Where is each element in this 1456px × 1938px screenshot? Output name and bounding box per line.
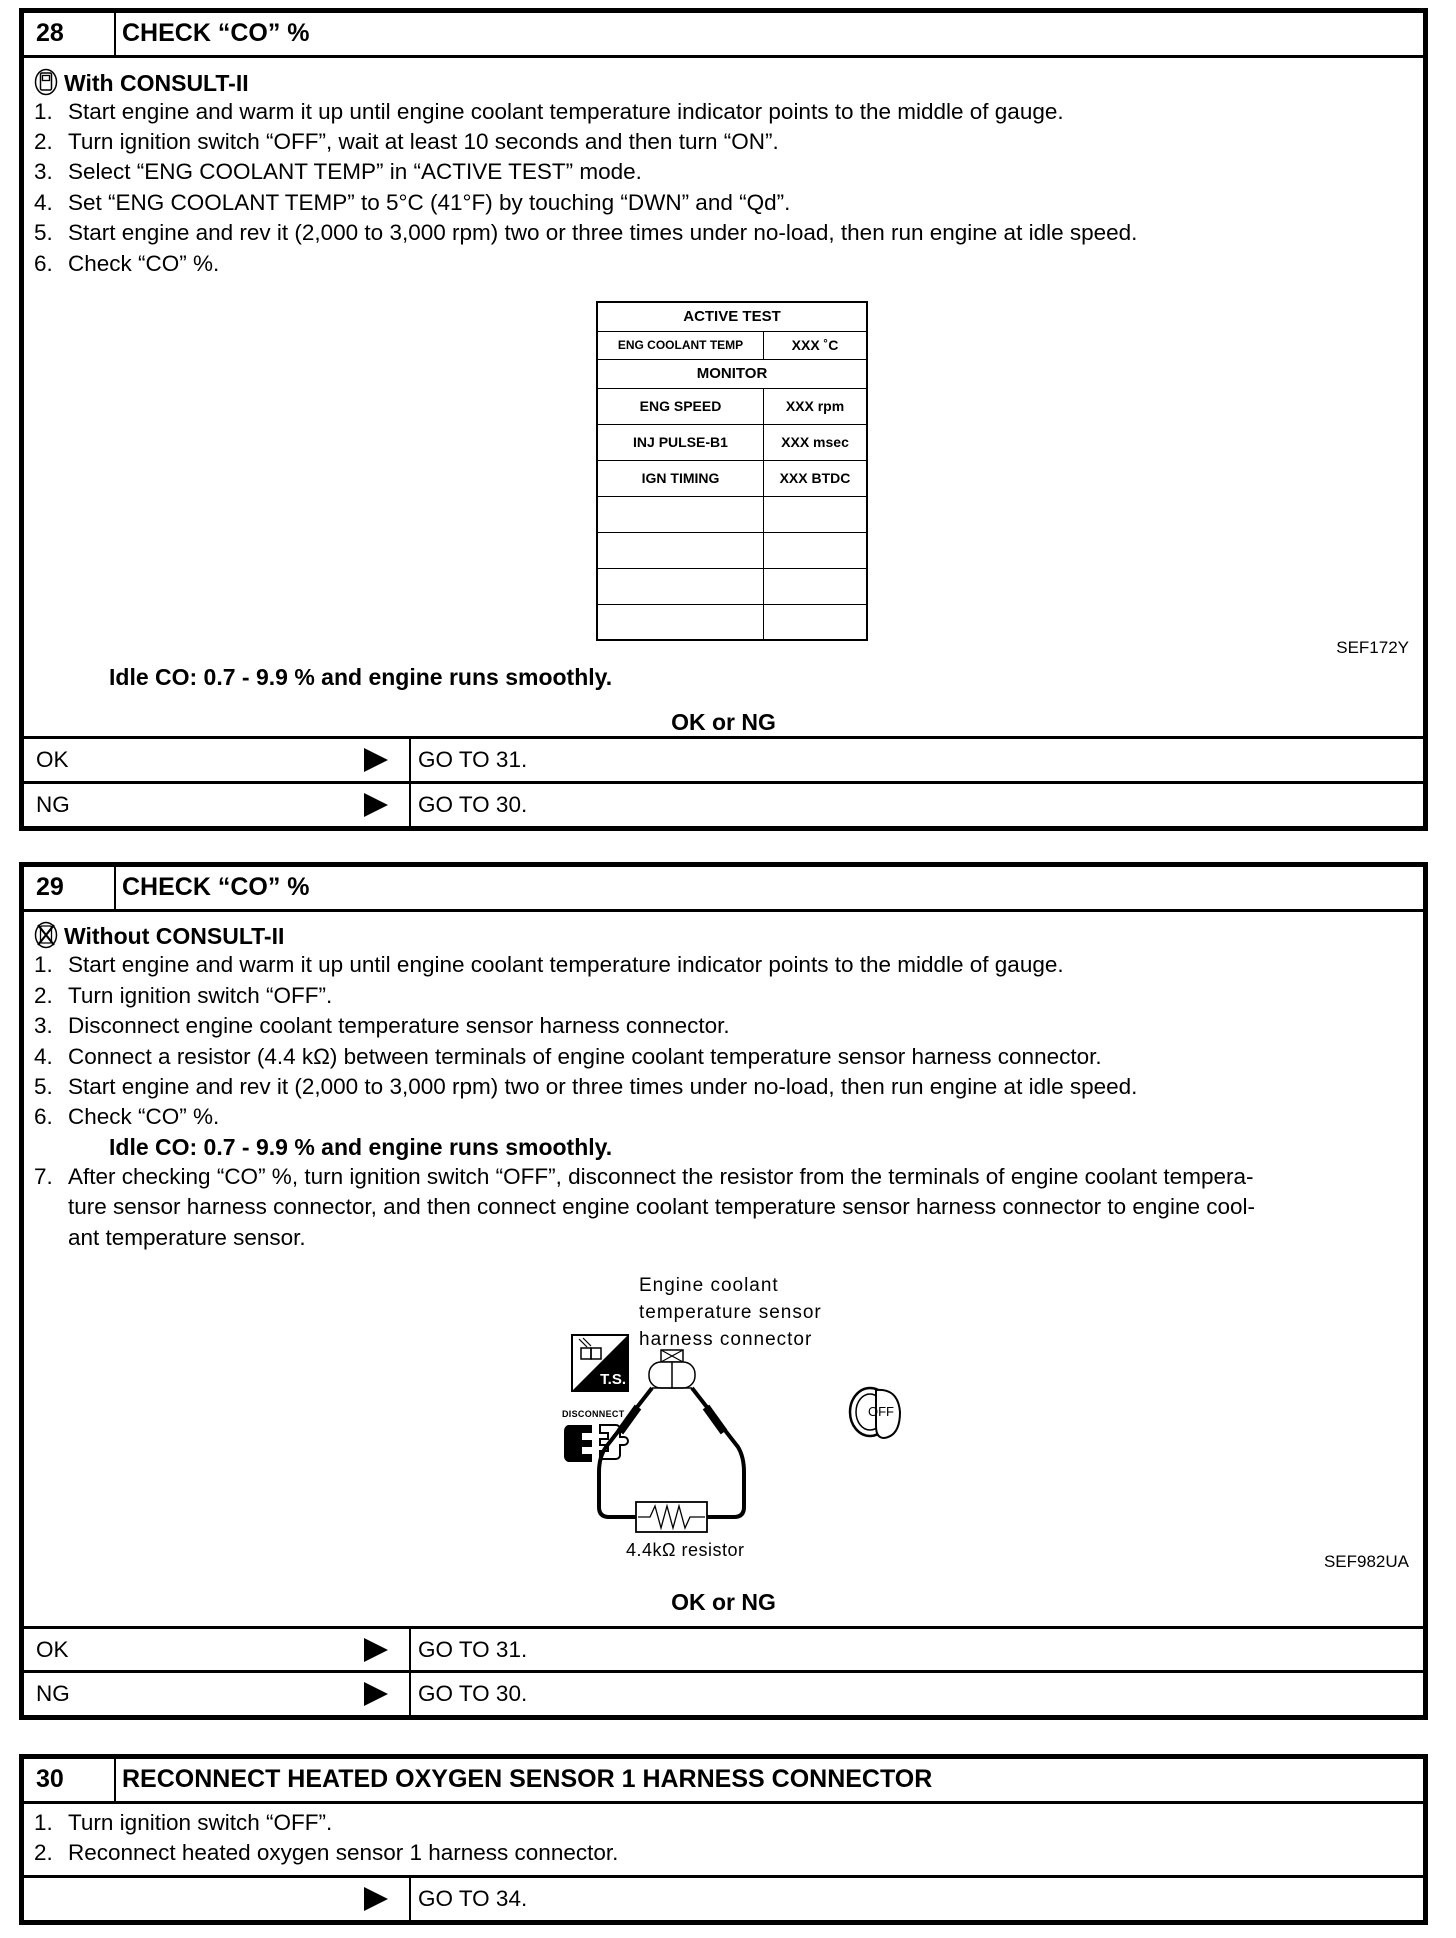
monitor-value	[764, 532, 868, 568]
step-number: 29	[24, 867, 116, 909]
instruction-5: 5. Start engine and rev it (2,000 to 3,000 rpm) two or three times under no-load, then run engine at idle speed.	[34, 1074, 1138, 1099]
monitor-label	[597, 496, 764, 532]
monitor-label: IGN TIMING	[597, 460, 764, 496]
decision-label: OK or NG	[671, 709, 776, 735]
result-row-ng[interactable]	[24, 1670, 1423, 1715]
method-label: With CONSULT-II	[64, 70, 249, 96]
figure-id: SEF172Y	[1336, 638, 1409, 657]
step-title: CHECK “CO” %	[122, 19, 310, 47]
step-number: 28	[24, 13, 116, 55]
instruction-1: 1. Turn ignition switch “OFF”.	[34, 1810, 333, 1835]
step-header	[24, 867, 1423, 912]
instruction-6: 6. Check “CO” %.	[34, 1104, 220, 1129]
arrow-right-icon	[364, 1887, 388, 1911]
arrow-right-icon	[364, 793, 388, 817]
monitor-label: INJ PULSE-B1	[597, 424, 764, 460]
result-label: OK	[36, 1636, 69, 1662]
result-label: NG	[36, 1681, 70, 1706]
monitor-value	[764, 496, 868, 532]
spec-text: Idle CO: 0.7 - 9.9 % and engine runs smoothly.	[109, 1134, 613, 1160]
step-30-box	[19, 1754, 1428, 1925]
monitor-label	[597, 532, 764, 568]
step-title: CHECK “CO” %	[122, 873, 310, 901]
instruction-7-cont: ture sensor harness connector, and then connect engine coolant temperature sensor harness connector to engine cool-	[68, 1194, 1255, 1219]
instruction-7: 7. After checking “CO” %, turn ignition switch “OFF”, disconnect the resistor from the terminals of engine coolant tempera-	[34, 1164, 1254, 1189]
connector-label: Engine coolant temperature sensor harness connector	[639, 1275, 822, 1350]
monitor-value: XXX rpm	[764, 388, 868, 424]
monitor-label	[597, 604, 764, 640]
method-heading	[34, 921, 284, 955]
instruction-6: 6. Check “CO” %.	[34, 251, 220, 276]
goto-link[interactable]: GO TO 30.	[418, 792, 528, 817]
instruction-3: 3. Disconnect engine coolant temperature sensor harness connector.	[34, 1013, 730, 1038]
ts-badge-icon: T.S.	[571, 1334, 629, 1392]
monitor-header: MONITOR	[597, 359, 867, 388]
wiring-diagram	[554, 1272, 914, 1572]
arrow-right-icon	[364, 1638, 388, 1662]
step-title: RECONNECT HEATED OXYGEN SENSOR 1 HARNESS CONNECTOR	[122, 1765, 933, 1793]
instruction-5: 5. Start engine and rev it (2,000 to 3,000 rpm) two or three times under no-load, then run engine at idle speed.	[34, 220, 1138, 245]
step-header	[24, 13, 1423, 58]
column-divider	[409, 1673, 411, 1715]
arrow-right-icon	[364, 748, 388, 772]
result-row-ok[interactable]	[24, 736, 1423, 781]
monitor-value: XXX BTDC	[764, 460, 868, 496]
column-divider	[409, 739, 411, 781]
without-consult-ii-icon	[34, 921, 58, 955]
step-29-box	[19, 862, 1428, 1720]
goto-link[interactable]: GO TO 31.	[418, 1636, 528, 1662]
instruction-4: 4. Set “ENG COOLANT TEMP” to 5°C (41°F) by touching “DWN” and “Qd”.	[34, 190, 791, 215]
step-header	[24, 1759, 1423, 1804]
instruction-1: 1. Start engine and warm it up until engine coolant temperature indicator points to the middle of gauge.	[34, 952, 1064, 977]
disconnect-icon: DISCONNECT	[562, 1409, 642, 1469]
column-divider	[409, 1629, 411, 1670]
instruction-1: 1. Start engine and warm it up until engine coolant temperature indicator points to the middle of gauge.	[34, 99, 1064, 124]
arrow-right-icon	[364, 1682, 388, 1706]
step-28-box	[19, 8, 1428, 831]
instruction-4: 4. Connect a resistor (4.4 kΩ) between terminals of engine coolant temperature sensor harness connector.	[34, 1044, 1102, 1069]
goto-link[interactable]: GO TO 31.	[418, 747, 528, 772]
resistor-circuit	[554, 1272, 914, 1572]
column-divider	[409, 784, 411, 826]
result-row[interactable]	[24, 1875, 1423, 1920]
goto-link[interactable]: GO TO 30.	[418, 1681, 528, 1706]
instruction-2: 2. Turn ignition switch “OFF”, wait at least 10 seconds and then turn “ON”.	[34, 129, 779, 154]
instruction-7-cont: ant temperature sensor.	[68, 1225, 306, 1250]
column-divider	[409, 1878, 411, 1920]
monitor-label	[597, 568, 764, 604]
monitor-value: XXX msec	[764, 424, 868, 460]
method-label: Without CONSULT-II	[64, 923, 285, 949]
test-item-value: XXX ˚C	[764, 331, 868, 359]
spec-text: Idle CO: 0.7 - 9.9 % and engine runs smoothly.	[109, 664, 613, 690]
instruction-2: 2. Reconnect heated oxygen sensor 1 harness connector.	[34, 1840, 619, 1865]
figure-id: SEF982UA	[1323, 1552, 1409, 1571]
monitor-label: ENG SPEED	[597, 388, 764, 424]
instruction-3: 3. Select “ENG COOLANT TEMP” in “ACTIVE TEST” mode.	[34, 159, 642, 184]
active-test-header: ACTIVE TEST	[597, 302, 867, 331]
goto-link[interactable]: GO TO 34.	[418, 1886, 528, 1911]
result-label: OK	[36, 747, 69, 772]
result-row-ok[interactable]	[24, 1626, 1423, 1670]
resistor-label: 4.4kΩ resistor	[626, 1540, 745, 1560]
result-label: NG	[36, 792, 70, 817]
consult-ii-icon	[34, 68, 58, 102]
test-item-label: ENG COOLANT TEMP	[597, 331, 764, 359]
result-row-ng[interactable]	[24, 781, 1423, 826]
step-number: 30	[24, 1759, 116, 1801]
method-heading	[34, 68, 249, 102]
active-test-table	[596, 301, 868, 641]
ignition-off-icon: OFF	[846, 1382, 906, 1442]
decision-label: OK or NG	[671, 1589, 776, 1615]
monitor-value	[764, 568, 868, 604]
instruction-2: 2. Turn ignition switch “OFF”.	[34, 983, 333, 1008]
monitor-value	[764, 604, 868, 640]
